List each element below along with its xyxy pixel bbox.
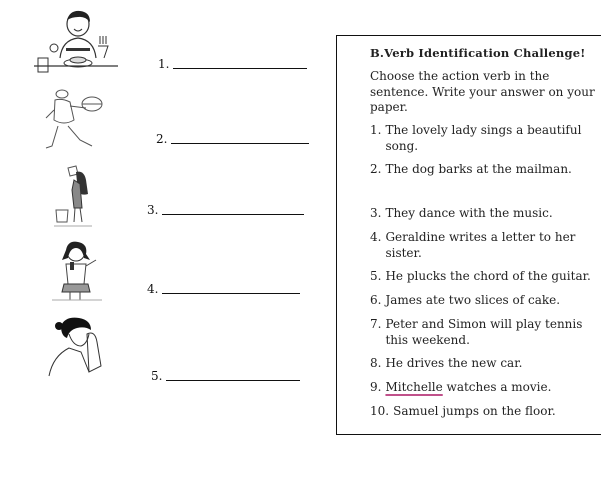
question-number: 2. [370, 162, 382, 176]
girl-singing-icon [48, 240, 106, 304]
answer-line [173, 68, 307, 69]
question-number: 10. [370, 404, 390, 418]
question-text: James ate two slices of cake. [385, 293, 561, 307]
answer-blank-2[interactable] [156, 133, 309, 145]
section-instructions: Choose the action verb in the sentence. Write your answer on your paper. [370, 69, 595, 114]
question-text: They dance with the music. [385, 206, 553, 220]
answer-blank-4[interactable] [147, 283, 300, 295]
question-item [370, 123, 598, 154]
question-item [370, 404, 598, 420]
question-item [370, 206, 598, 222]
question-text: The dog barks at the mailman. [385, 162, 572, 176]
question-number: 6. [370, 293, 382, 307]
answer-line [162, 293, 300, 294]
blank-number: 4. [147, 282, 159, 296]
question-number: 9. [370, 380, 382, 394]
question-number: 1. [370, 123, 382, 137]
question-text: Geraldine writes a letter to her sister. [385, 230, 576, 260]
section-title: B.Verb Identification Challenge! [370, 46, 586, 60]
question-number: 4. [370, 230, 382, 244]
question-text: He drives the new car. [385, 356, 523, 370]
girl-pouring-water-icon [52, 164, 104, 230]
question-text: Samuel jumps on the floor. [393, 404, 556, 418]
blank-number: 3. [147, 203, 159, 217]
boy-eating-icon [30, 8, 122, 76]
question-item [370, 356, 598, 372]
answer-blank-3[interactable] [147, 204, 304, 216]
question-number: 8. [370, 356, 382, 370]
woman-praying-icon [45, 316, 117, 382]
answer-line [166, 380, 300, 381]
question-item [370, 230, 598, 261]
question-number: 7. [370, 317, 382, 331]
question-number: 3. [370, 206, 382, 220]
boy-playing-basketball-icon [40, 86, 110, 154]
question-item [370, 162, 598, 178]
answer-line [171, 143, 309, 144]
blank-number: 1. [158, 57, 170, 71]
question-item [370, 293, 598, 309]
question-number: 5. [370, 269, 382, 283]
question-item [370, 269, 598, 285]
blank-number: 5. [151, 369, 163, 383]
answer-blank-5[interactable] [151, 370, 300, 382]
answer-line [162, 214, 304, 215]
question-text: Peter and Simon will play tennis this weekend. [385, 317, 583, 347]
question-item [370, 317, 598, 348]
question-text: He plucks the chord of the guitar. [385, 269, 591, 283]
question-item [370, 380, 598, 396]
blank-number: 2. [156, 132, 168, 146]
question-text [385, 380, 598, 396]
question-text: The lovely lady sings a beautiful song. [385, 123, 582, 153]
answer-blank-1[interactable] [158, 58, 307, 70]
spellcheck-underlined-word: Mitchelle [385, 380, 443, 394]
question-text-rest: watches a movie. [442, 380, 552, 394]
